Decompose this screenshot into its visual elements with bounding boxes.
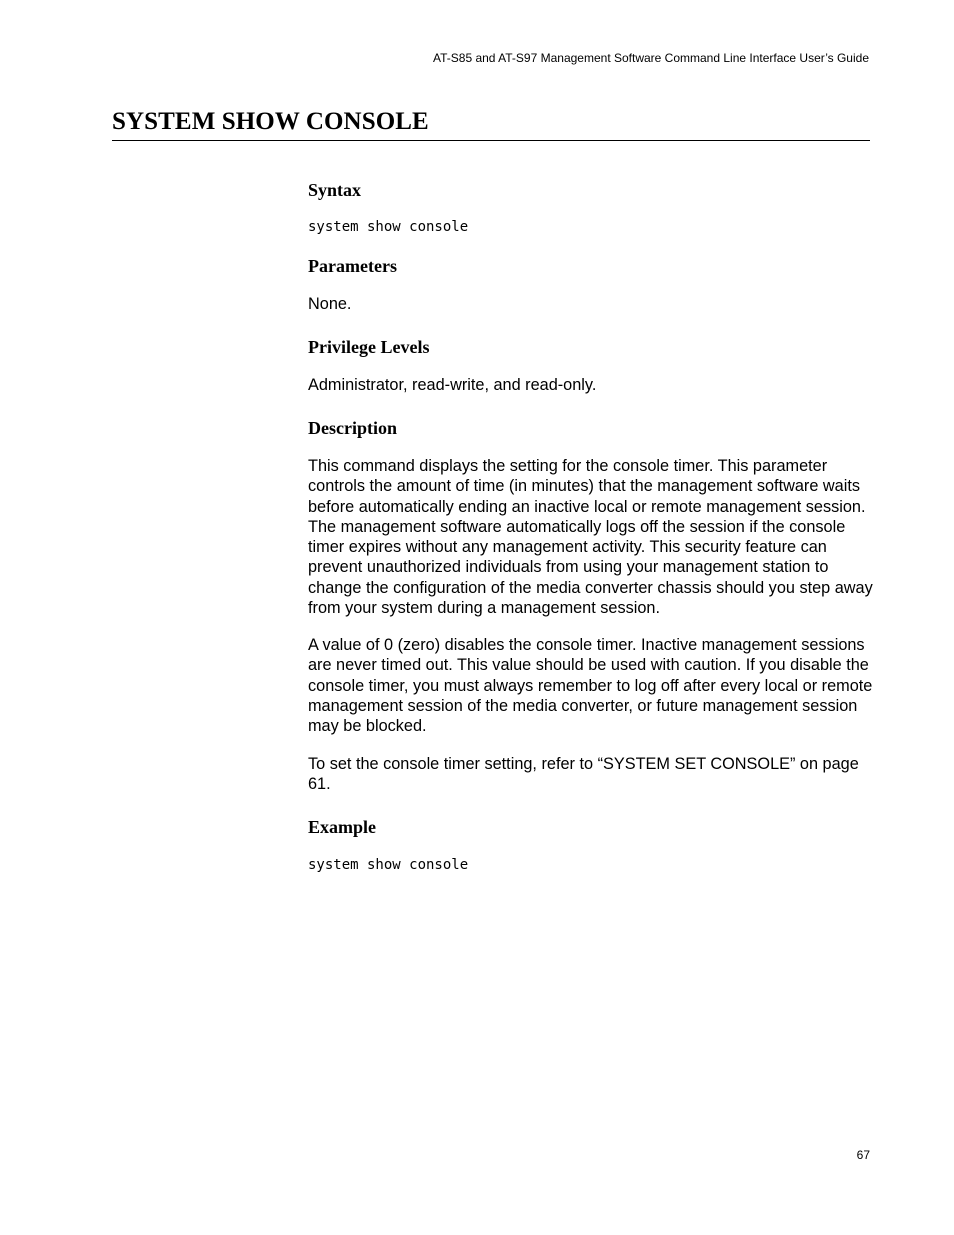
title-rule [112, 140, 870, 141]
description-paragraph: A value of 0 (zero) disables the console timer. Inactive management sessions are never timed out. This value should be used with caution. If you disable the console timer, you must always remember to log off after every local or remote management session of the media converter, or future management session may be blocked. [308, 636, 873, 736]
example-command: system show console [308, 857, 469, 873]
syntax-heading: Syntax [308, 180, 362, 200]
parameters-heading: Parameters [308, 256, 397, 276]
privilege-levels-heading: Privilege Levels [308, 337, 430, 357]
parameters-text: None. [308, 295, 352, 313]
description-heading: Description [308, 418, 397, 438]
page-number: 67 [856, 1148, 870, 1162]
description-paragraph: This command displays the setting for the console timer. This parameter controls the amount of time (in minutes) that the management software waits before automatically ending an inactive local or remote management session. The management software automatically logs off the session if the console timer expires without any management activity. This security feature can prevent unauthorized individuals from using your management station to change the configuration of the media converter chassis should you step away from your system during a management session. [308, 457, 873, 618]
description-cross-reference: To set the console timer setting, refer to “SYSTEM SET CONSOLE” on page 61. [308, 755, 859, 794]
syntax-command: system show console [308, 219, 469, 235]
section-title: SYSTEM SHOW CONSOLE [112, 108, 429, 135]
privilege-levels-text: Administrator, read-write, and read-only. [308, 376, 597, 394]
example-heading: Example [308, 817, 377, 837]
running-header: AT-S85 and AT-S97 Management Software Command Line Interface User’s Guide [432, 51, 869, 65]
